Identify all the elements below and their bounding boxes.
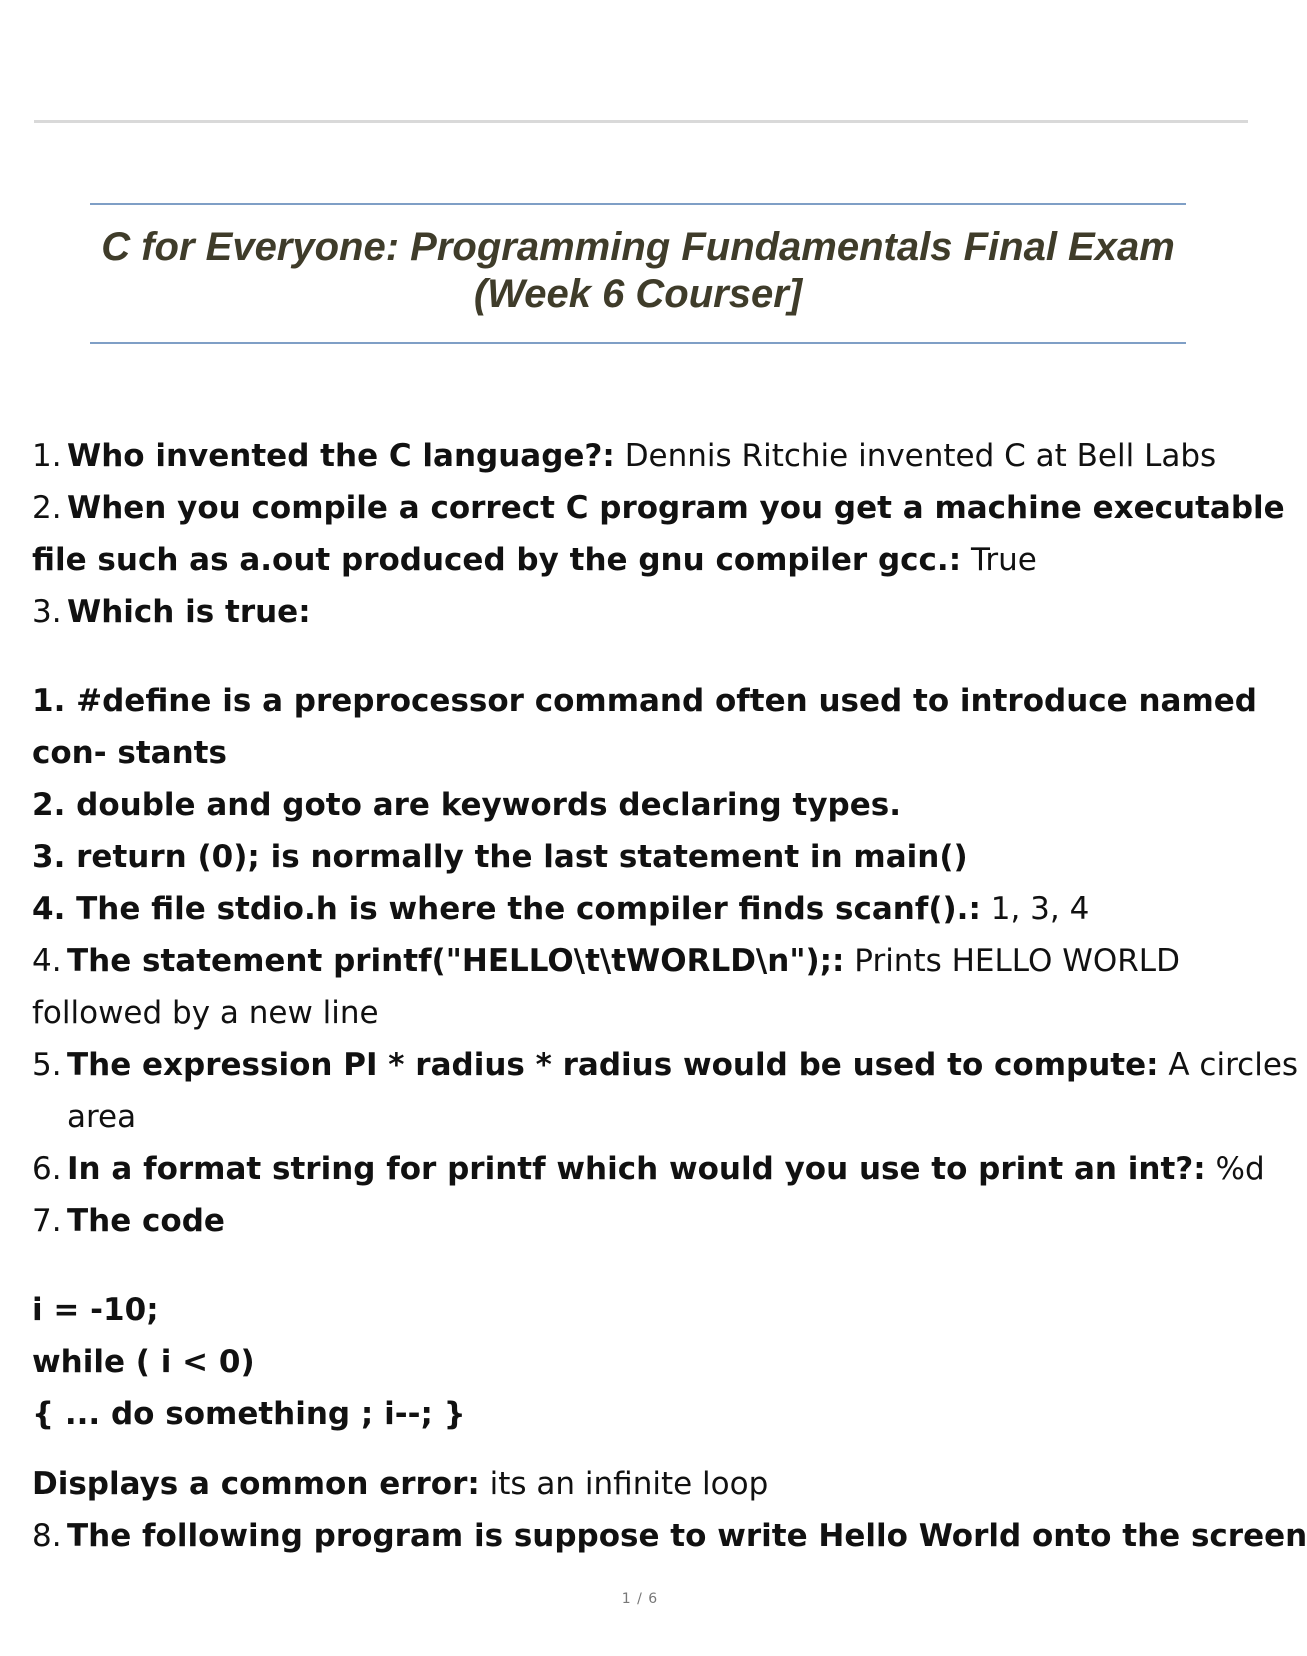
page-top-rule	[34, 120, 1248, 123]
spacer	[32, 1247, 1252, 1284]
question-4-line-2	[32, 987, 1252, 1039]
title-bottom-rule	[90, 342, 1186, 344]
option-1-line-1	[32, 675, 1257, 727]
question-2-line-2	[32, 534, 1252, 586]
question-number: 3.	[32, 594, 62, 630]
option-2	[32, 779, 1252, 831]
option-text: con- stants	[32, 735, 227, 771]
spacer	[32, 1440, 1252, 1458]
answer-text: 1, 3, 4	[990, 891, 1090, 927]
code-line-1	[32, 1284, 1252, 1336]
option-text: 3. return (0); is normally the last statement in main()	[32, 839, 968, 875]
question-number: 4.	[32, 943, 62, 979]
code-text: i = -10;	[32, 1292, 159, 1328]
question-text: The expression PI * radius * radius would be used to compute:	[67, 1047, 1159, 1083]
question-number: 5.	[32, 1047, 62, 1083]
question-3	[32, 586, 1252, 638]
question-text: file such as a.out produced by the gnu compiler gcc.:	[32, 542, 962, 578]
option-text: 2. double and goto are keywords declaring types.	[32, 787, 901, 823]
question-text: Displays a common error:	[32, 1466, 480, 1502]
question-number: 6.	[32, 1151, 62, 1187]
answer-text: A circles	[1168, 1047, 1299, 1083]
code-line-2	[32, 1336, 1252, 1388]
answer-text: True	[970, 542, 1037, 578]
question-text: Who invented the C language?:	[67, 438, 615, 474]
spacer	[32, 638, 1252, 675]
question-number: 8.	[32, 1518, 62, 1554]
question-2-line-1	[32, 482, 1285, 534]
question-text: The statement printf("HELLO\t\tWORLD\n");:	[67, 943, 845, 979]
option-1-line-2	[32, 727, 1252, 779]
question-number: 1.	[32, 438, 62, 474]
answer-text: its an infinite loop	[489, 1466, 769, 1502]
option-4	[32, 883, 1252, 935]
exam-content	[32, 430, 1307, 1562]
answer-text: followed by a new line	[32, 995, 379, 1031]
question-text: Which is true:	[67, 594, 311, 630]
answer-text: Prints HELLO WORLD	[854, 943, 1180, 979]
option-3	[32, 831, 1252, 883]
question-4-line-1	[32, 935, 1252, 987]
question-7-answer	[32, 1458, 1252, 1510]
page-number: 1 / 6	[621, 1591, 659, 1607]
answer-text: %d	[1215, 1151, 1265, 1187]
option-text: 4. The file stdio.h is where the compiler finds scanf().:	[32, 891, 981, 927]
question-number: 2.	[32, 490, 62, 526]
question-text: The following program is suppose to write Hello World onto the screen	[67, 1518, 1307, 1554]
question-6	[32, 1143, 1265, 1195]
question-text: The code	[67, 1203, 225, 1239]
title-top-rule	[90, 203, 1186, 205]
document-title: C for Everyone: Programming Fundamentals Final Exam (Week 6 Courser]	[101, 225, 1175, 316]
code-text: { ... do something ; i--; }	[32, 1396, 466, 1432]
question-7	[32, 1195, 1252, 1247]
answer-text: Dennis Ritchie invented C at Bell Labs	[624, 438, 1217, 474]
question-text: In a format string for printf which would you use to print an int?:	[67, 1151, 1206, 1187]
answer-text: area	[67, 1099, 137, 1135]
question-1	[32, 430, 1252, 482]
question-5-line-1	[32, 1039, 1299, 1091]
code-line-3	[32, 1388, 1252, 1440]
code-text: while ( i < 0)	[32, 1344, 255, 1380]
question-8	[32, 1510, 1307, 1562]
question-number: 7.	[32, 1203, 62, 1239]
option-text: 1. #define is a preprocessor command often used to introduce named	[32, 683, 1257, 719]
question-text: When you compile a correct C program you get a machine executable	[67, 490, 1285, 526]
question-5-line-2	[32, 1091, 1252, 1143]
